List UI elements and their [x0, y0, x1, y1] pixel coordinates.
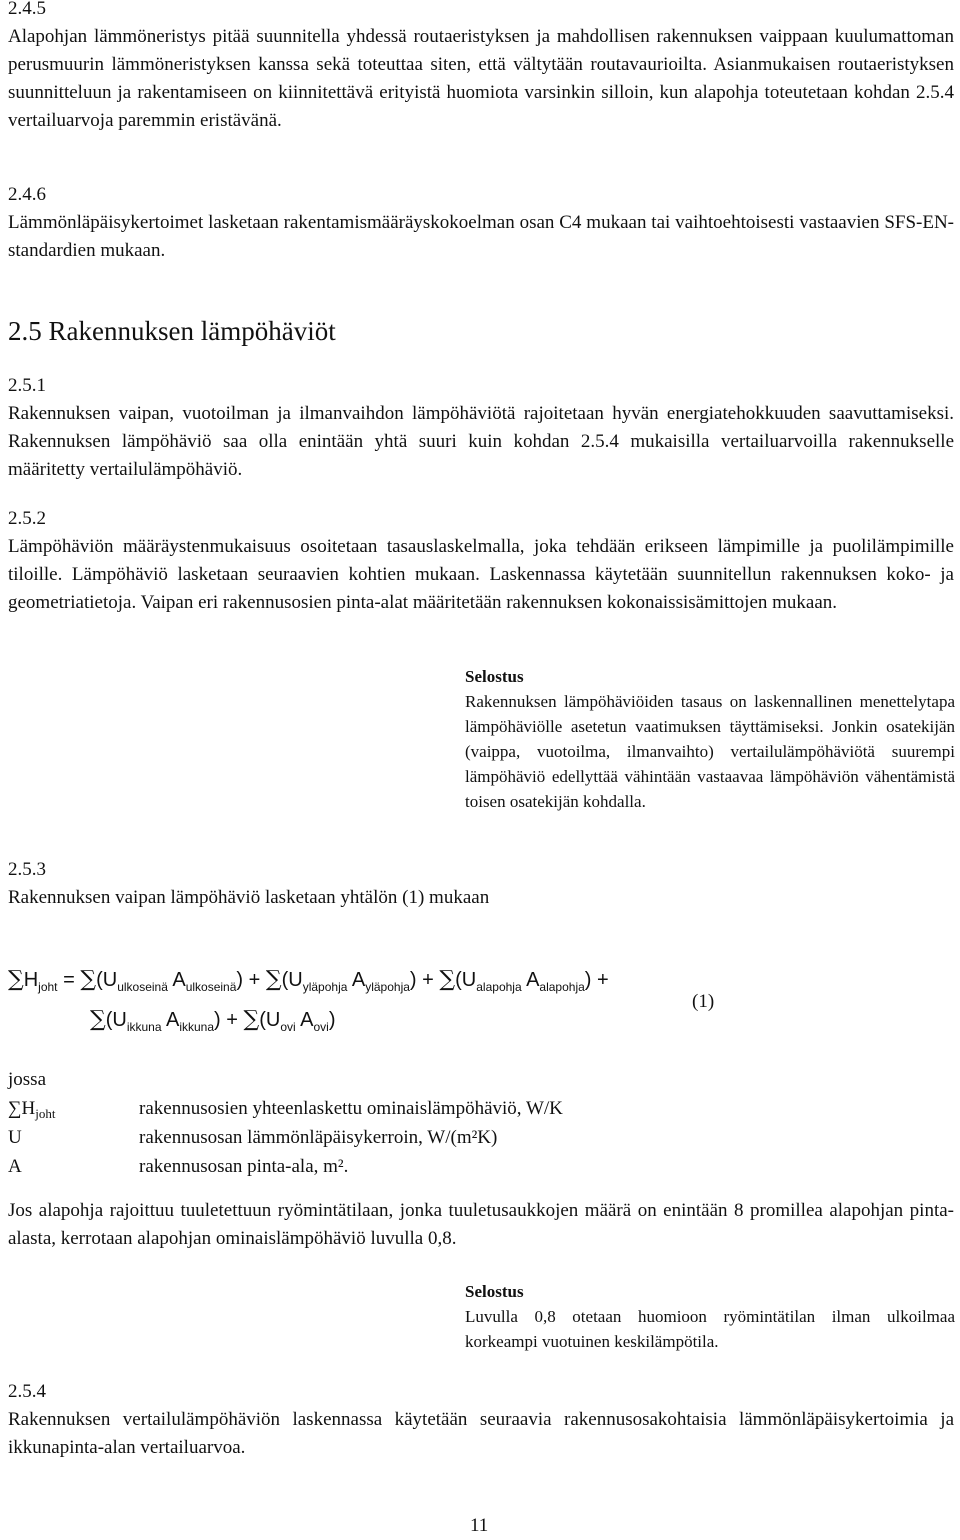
equation-number: (1) — [692, 991, 715, 1012]
section-text: Rakennuksen vertailulämpöhäviön laskennassa käytetään seuraavia rakennusosakohtaisia lämmönläpäisykertoimia ja ikkunapinta-alan vertailuarvoa. — [8, 1409, 954, 1458]
crawlspace-paragraph: Jos alapohja rajoittuu tuuletettuun ryömintätilaan, jonka tuuletusaukkojen määrä on enintään 8 promillea alapohjan pinta-alasta, kerrotaan alapohjan ominaislämpöhäviö luvulla 0,8. — [8, 1200, 954, 1249]
definition-row: $\sum H_{joht}$ rakennusosien yhteenlaskettu ominaislämpöhäviö, W/K — [8, 1098, 563, 1121]
section-text: Lämpöhäviön määräystenmukaisuus osoitetaan tasauslaskelmalla, joka tehdään erikseen lämpimille ja puolilämpimille tiloille. Lämpöhäviö lasketaan seuraavien kohtien mukaan. Laskennassa käytetään suunnitellun rakennuksen koko- ja geometriatietoja. Vaipan eri rakennusosien pinta-alat määritetään rakennuksen kokonaissisämittojen mukaan. — [8, 536, 954, 613]
note-title: Selostus — [465, 1282, 524, 1301]
equation-line-1: $\sum H_{joht} = \sum(U_{ulkoseinä}$ $A_{ulkoseinä}) + \sum(U_{yläpohja}$ $A_{yläpohja}) + \sum(U_{alapohja}$ $A_{alapohja}$) + — [8, 967, 609, 994]
definitions-intro: jossa — [8, 1069, 46, 1090]
equation-line-2: $\sum(U_{ikkuna}$ $A_{ikkuna}) + \sum(U_{ovi}$ $A_{ovi}$) — [90, 1007, 336, 1034]
section-2-4-5 — [8, 0, 954, 135]
note-text: Rakennuksen lämpöhäviöiden tasaus on laskennallinen menettelytapa lämpöhäviölle asetetun vaatimuksen täyttämiseksi. Jonkin osatekijän (vaippa, vuotoilma, ilmanvaihto) vertailulämpöhäviötä suurempi lämpöhäviö edellyttää vähintään vastaavaa lämpöhäviön vähentämistä toisen osatekijän kohdalla. — [465, 692, 955, 811]
explanation-note — [465, 1279, 955, 1354]
definition-row: A rakennusosan pinta-ala, m². — [8, 1156, 349, 1177]
section-number: 2.4.6 — [8, 184, 46, 205]
page-number: 11 — [470, 1515, 489, 1536]
section-2-5-2 — [8, 505, 954, 617]
section-2-5-3 — [8, 856, 954, 912]
section-2-5-4 — [8, 1378, 954, 1462]
section-2-4-6 — [8, 181, 954, 265]
note-title: Selostus — [465, 667, 524, 686]
section-text: Rakennuksen vaipan, vuotoilman ja ilmanvaihdon lämpöhäviötä rajoitetaan hyvän energiatehokkuuden saavuttamiseksi. Rakennuksen lämpöhäviö saa olla enintään yhtä suuri kuin kohdan 2.5.4 mukaisilla vertailuarvoilla rakennukselle määritetty vertailulämpöhäviö. — [8, 403, 954, 480]
equation-1 — [8, 966, 954, 1046]
section-heading: 2.5 Rakennuksen lämpöhäviöt — [8, 316, 336, 346]
section-number: 2.4.5 — [8, 0, 46, 19]
section-number: 2.5.1 — [8, 375, 46, 396]
section-number: 2.5.4 — [8, 1381, 46, 1402]
explanation-note — [465, 664, 955, 814]
section-text: Rakennuksen vaipan lämpöhäviö lasketaan yhtälön (1) mukaan — [8, 887, 490, 908]
section-number: 2.5.2 — [8, 508, 46, 529]
section-2-5-1 — [8, 372, 954, 484]
section-text: Lämmönläpäisykertoimet lasketaan rakentamismääräyskokoelman osan C4 mukaan tai vaihtoehtoisesti vastaavien SFS-EN-standardien mukaan. — [8, 212, 954, 261]
section-text: Alapohjan lämmöneristys pitää suunnitella yhdessä routaeristyksen ja mahdollisen rakennuksen vaippaan kuulumattoman perusmuurin lämmöneristyksen kanssa sekä toteuttaa siten, että vältytään routavaurioilta. Asianmukaisen routaeristyksen suunnitteluun ja rakentamiseen on kiinnitettävä erityistä huomiota varsinkin silloin, kun alapohja toteutetaan kohdan 2.5.4 vertailuarvoja paremmin eristävänä. — [8, 26, 954, 131]
note-text: Luvulla 0,8 otetaan huomioon ryömintätilan ilman ulkoilmaa korkeampi vuotuinen keskilämpötila. — [465, 1307, 955, 1351]
definition-row: U rakennusosan lämmönläpäisykerroin, W/(m²K) — [8, 1127, 498, 1148]
section-number: 2.5.3 — [8, 859, 46, 880]
symbol-definitions — [8, 1066, 954, 1182]
